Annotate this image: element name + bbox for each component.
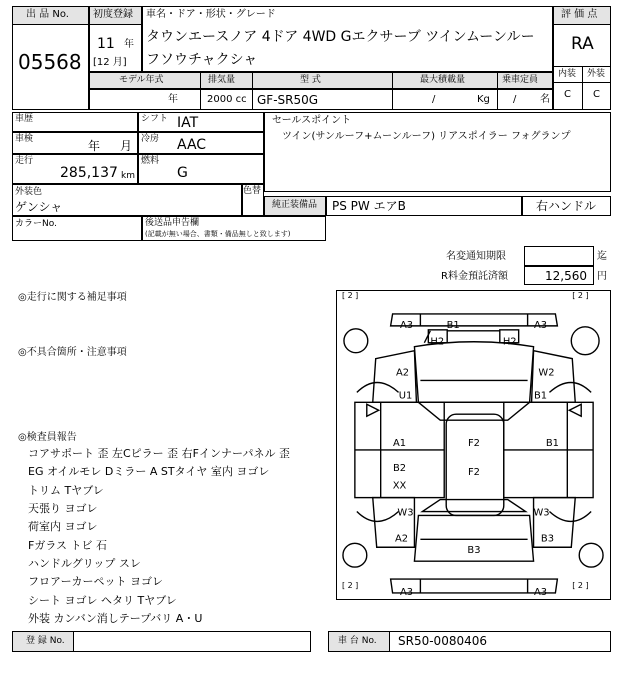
sales-point-value: ツイン(サンルーフ+ムーンルーフ) リアスポイラー フォグランプ — [282, 131, 571, 142]
damage-mark: B1 — [545, 437, 559, 449]
damage-mark: A2 — [394, 533, 409, 545]
rating-sub-divider — [553, 82, 611, 83]
inspection-year-unit: 年 — [88, 139, 101, 153]
max-load-slash: / — [432, 94, 436, 105]
type-value: GF-SR50G — [257, 93, 319, 107]
color-label: 外装色 — [15, 187, 43, 197]
corner-tr-label: [ 2 ] — [572, 291, 589, 301]
history-label: 車歴 — [15, 114, 34, 124]
docs-note: (記載が無い場合、書類・備品無しと致します) — [145, 230, 291, 238]
sales-point-label: セールスポイント — [272, 115, 352, 126]
damage-mark: U1 — [398, 390, 413, 402]
color-value: ゲンシャ — [15, 200, 63, 214]
color-no-label: カラーNo. — [15, 219, 57, 229]
reg-no-label: 登 録 No. — [26, 636, 65, 646]
ac-label: 冷房 — [141, 134, 160, 144]
div-cap — [497, 72, 498, 110]
corner-bl-label: [ 2 ] — [341, 580, 359, 590]
damage-mark: A3 — [533, 319, 548, 331]
capacity-label: 乗車定員 — [502, 75, 539, 85]
damage-mark: B2 — [392, 462, 407, 474]
handle-value: 右ハンドル — [536, 199, 597, 213]
recycle-label: R料金預託済額 — [441, 271, 508, 282]
recycle-unit: 円 — [597, 271, 607, 282]
lot-label: 出 品 No. — [26, 9, 69, 20]
car-name-line2: フソウチャクシャ — [146, 52, 258, 68]
capacity-unit: 名 — [540, 94, 550, 105]
fuel-value: G — [177, 165, 188, 181]
shift-value: IAT — [177, 115, 199, 131]
max-load-label: 最大積載量 — [420, 75, 466, 85]
name-change-label: 名変通知期限 — [446, 251, 506, 262]
damage-mark: A1 — [392, 437, 407, 449]
damage-mark: B3 — [467, 545, 481, 557]
damage-mark: W3 — [533, 507, 550, 519]
supplement-label: ◎走行に関する補足事項 — [18, 292, 127, 303]
report-line: EG オイルモレ Dミラー A STタイヤ 室内 ヨゴレ — [28, 465, 270, 478]
damage-mark: H2 — [430, 336, 445, 348]
interior-value: C — [564, 89, 571, 100]
report-line: コアサポート 歪 左Cピラー 歪 右Fインナーパネル 歪 — [28, 447, 290, 460]
first-reg-year-unit: 年 — [124, 39, 134, 50]
report-line: 荷室内 ヨゴレ — [28, 520, 98, 533]
report-line: 天張り ヨゴレ — [28, 502, 98, 515]
max-load-unit: Kg — [477, 94, 490, 105]
capacity-slash: / — [513, 94, 517, 105]
model-year-unit: 年 — [168, 94, 178, 105]
report-line: シート ヨゴレ ヘタリ Tヤブレ — [28, 594, 177, 607]
damage-mark: W2 — [538, 367, 555, 379]
div-type — [252, 72, 253, 110]
shift-label: シフト — [141, 114, 169, 124]
chassis-value: SR50-0080406 — [398, 634, 487, 648]
car-name-label: 車名・ドア・形状・グレード — [146, 9, 276, 20]
damage-mark: F2 — [467, 466, 481, 478]
caution-label: ◎不具合箇所・注意事項 — [18, 347, 127, 358]
exterior-value: C — [593, 89, 600, 100]
ac-value: AAC — [177, 137, 207, 153]
equipment-label: 純正装備品 — [272, 200, 318, 210]
report-line: Fガラス トビ 石 — [28, 539, 107, 552]
inspector-label: ◎検査員報告 — [18, 432, 77, 443]
model-year-label: モデル年式 — [119, 75, 164, 85]
report-line: 外装 カンバン消しテープバリ A・U — [28, 612, 203, 625]
damage-marks — [393, 320, 559, 598]
damage-mark: B3 — [540, 533, 555, 545]
rating-label: 評 価 点 — [561, 9, 598, 20]
damage-mark: A2 — [395, 367, 410, 379]
damage-mark: H2 — [502, 336, 517, 348]
div-disp — [200, 72, 201, 110]
car-name-line1: タウンエースノア 4ドア 4WD Gエクサーブ ツインムーンルー — [146, 29, 535, 45]
displacement-label: 排気量 — [208, 75, 236, 85]
first-reg-label: 初度登録 — [93, 9, 133, 20]
exterior-label: 外装 — [587, 69, 606, 79]
chassis-label: 車 台 No. — [338, 636, 377, 646]
corner-tl-label: [ 2 ] — [341, 291, 359, 301]
inspection-label: 車検 — [15, 134, 34, 144]
report-line: フロアーカーペット ヨゴレ — [28, 575, 163, 588]
car-diagram — [337, 291, 610, 599]
lot-number: 05568 — [18, 50, 82, 74]
displacement-value: 2000 cc — [207, 94, 247, 105]
report-line: ハンドルグリップ スレ — [28, 557, 141, 570]
car-diagram-frame — [336, 290, 611, 600]
mileage-value: 285,137 — [60, 165, 118, 181]
report-line: トリム Tヤブレ — [28, 484, 104, 497]
fuel-label: 燃料 — [141, 156, 160, 166]
corner-br-label: [ 2 ] — [572, 580, 589, 590]
first-reg-month: [12 月] — [93, 57, 127, 68]
damage-mark: W3 — [397, 507, 414, 519]
damage-mark: A3 — [533, 586, 548, 598]
damage-mark: A3 — [399, 319, 414, 331]
recycle-value: 12,560 — [545, 269, 587, 283]
mileage-label: 走行 — [15, 156, 34, 166]
damage-mark: XX — [392, 480, 407, 492]
damage-mark: F2 — [467, 437, 481, 449]
name-change-unit: 迄 — [597, 251, 607, 262]
rating-mid-divider — [582, 66, 583, 110]
interior-label: 内装 — [558, 69, 577, 79]
div-load — [392, 72, 393, 110]
damage-mark: A3 — [399, 586, 414, 598]
inspection-month-unit: 月 — [120, 139, 133, 153]
mileage-unit: km — [121, 171, 135, 181]
equipment-value: PS PW エアB — [332, 199, 406, 213]
name-change-box — [524, 246, 594, 266]
rating-value: RA — [571, 34, 594, 54]
docs-label: 後送品申告欄 — [145, 218, 200, 228]
damage-mark: B1 — [533, 390, 548, 402]
repaint-label: 色替 — [243, 186, 262, 196]
damage-mark: B1 — [446, 319, 460, 331]
type-label: 型 式 — [300, 75, 321, 85]
first-reg-year: 11 — [97, 36, 115, 52]
